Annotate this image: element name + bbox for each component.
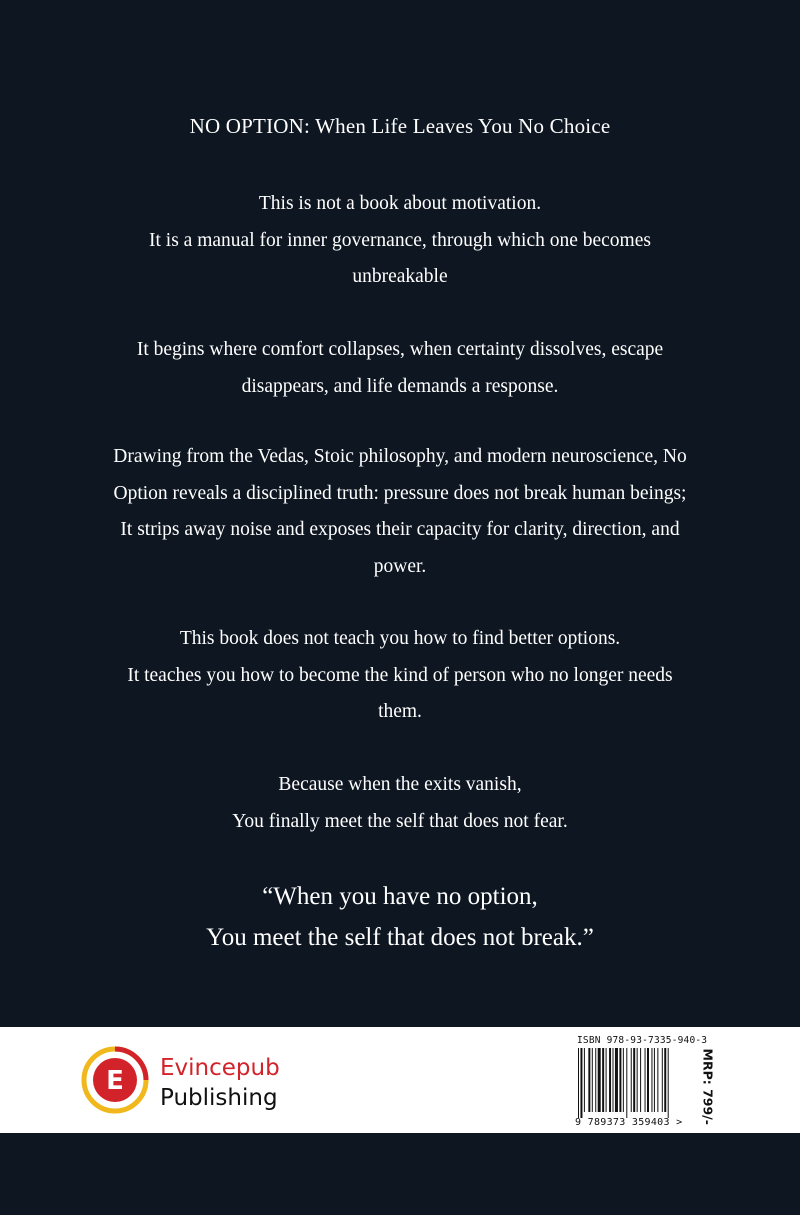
quote-line: You meet the self that does not break.” (206, 924, 594, 951)
barcode-stripe (651, 1048, 652, 1112)
text-line: This book does not teach you how to find better options. (179, 628, 621, 649)
barcode-stripe (613, 1048, 614, 1112)
text-line: It begins where comfort collapses, when certainty dissolves, escape (136, 339, 664, 360)
barcode-stripe (645, 1048, 646, 1112)
paragraph-3 (40, 439, 760, 585)
barcode-stripe (626, 1048, 627, 1118)
publisher-logo (80, 1045, 380, 1115)
book-title: NO OPTION: When Life Leaves You No Choice (189, 114, 611, 138)
barcode-stripe (578, 1048, 579, 1118)
barcode-stripe (592, 1048, 593, 1112)
publisher-sub: Publishing (160, 1085, 278, 1111)
text-line: This is not a book about motivation. (258, 193, 542, 214)
barcode-stripe (637, 1048, 638, 1112)
barcode-stripe (602, 1048, 604, 1112)
text-line: You finally meet the self that does not fear. (232, 810, 568, 832)
price-label (696, 1049, 718, 1125)
text-line: Option reveals a disciplined truth: pressure does not break human beings; (113, 482, 687, 504)
barcode-stripe (662, 1048, 663, 1112)
text-line: unbreakable (352, 266, 448, 287)
barcode-stripe (640, 1048, 641, 1112)
paragraph-1 (40, 186, 760, 296)
barcode-stripe (664, 1048, 666, 1112)
barcode-stripe (609, 1048, 611, 1112)
paragraph-5 (40, 767, 760, 840)
barcode-stripe (619, 1048, 621, 1112)
closing-quote (40, 876, 760, 958)
barcode-stripe (647, 1048, 649, 1112)
text-line: It is a manual for inner governance, through which one becomes (149, 229, 651, 251)
text-line: power. (373, 555, 427, 577)
barcode-block (575, 1035, 725, 1127)
barcode-stripe (668, 1048, 669, 1118)
barcode-stripe (598, 1048, 601, 1112)
ean-digits: 9 789373 359403 > (575, 1117, 683, 1128)
publisher-brand: Evincepub (160, 1055, 280, 1081)
text-line: them. (378, 701, 422, 722)
text-line: Drawing from the Vedas, Stoic philosophy, and modern neuroscience, No (113, 446, 687, 467)
text-line: Because when the exits vanish, (278, 774, 522, 795)
barcode-stripe (657, 1048, 658, 1112)
quote-line: “When you have no option, (262, 883, 538, 910)
barcode-stripe (606, 1048, 607, 1112)
text-line: disappears, and life demands a response. (241, 375, 559, 397)
paragraph-2 (40, 332, 760, 405)
barcode-icon (577, 1048, 695, 1118)
barcode-stripe (580, 1048, 582, 1118)
barcode-stripe (654, 1048, 655, 1112)
barcode-stripe (584, 1048, 585, 1112)
barcode-stripe (615, 1048, 618, 1112)
publisher-band (0, 1027, 800, 1133)
publisher-name (160, 1053, 280, 1113)
evincepub-logo-icon (80, 1045, 150, 1115)
barcode-stripe (595, 1048, 596, 1112)
price-text: MRP: 799/- (700, 1048, 716, 1125)
logo-letter: E (106, 1066, 124, 1096)
text-line: It teaches you how to become the kind of person who no longer needs (127, 664, 673, 686)
isbn-label: ISBN 978-93-7335-940-3 (577, 1035, 708, 1046)
barcode-stripe (633, 1048, 635, 1112)
barcode-stripe (623, 1048, 624, 1112)
barcode-stripe (588, 1048, 590, 1112)
barcode-stripe (631, 1048, 632, 1112)
paragraph-4 (40, 621, 760, 731)
text-line: It strips away noise and exposes their capacity for clarity, direction, and (120, 519, 680, 540)
